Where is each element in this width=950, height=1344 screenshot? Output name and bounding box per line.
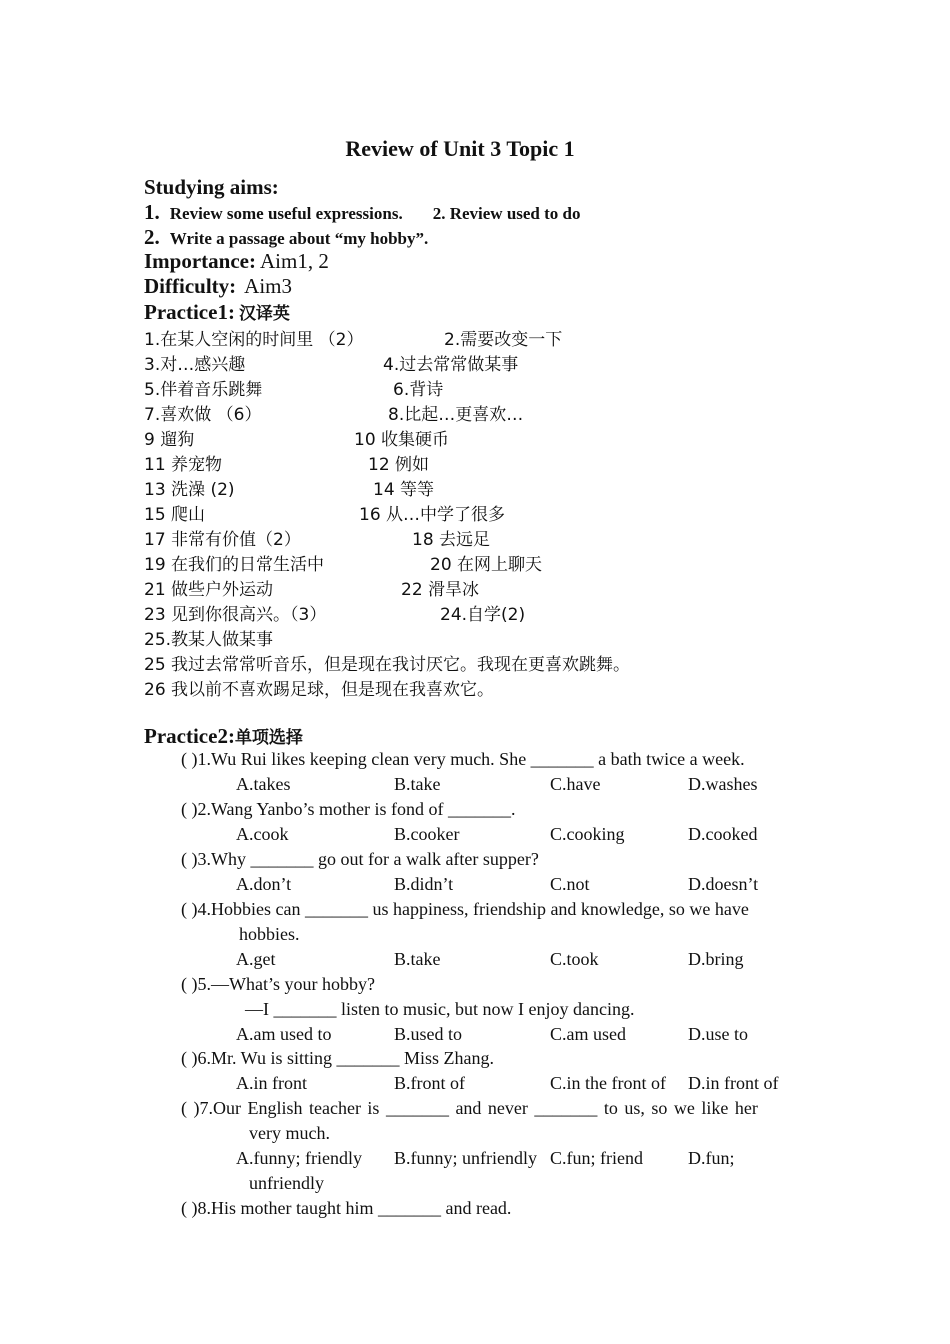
question-4: ( )4.Hobbies can _______ us happiness, friendship and knowledge, so we have <box>181 899 749 919</box>
aim-text-1: Review some useful expressions. <box>169 204 403 223</box>
p1-right-5: 12 例如 <box>368 455 430 475</box>
p1-right-8: 18 去远足 <box>412 530 491 550</box>
p1-right-6: 14 等等 <box>373 480 435 500</box>
p1-left-7: 15 爬山 <box>144 505 206 525</box>
q4-option-b: B.take <box>394 949 441 969</box>
difficulty-line <box>144 274 292 299</box>
question-8: ( )8.His mother taught him _______ and read. <box>181 1198 512 1218</box>
p1-left-11: 23 见到你很高兴。（3） <box>144 605 327 625</box>
p1-left-6: 13 洗澡 (2) <box>144 480 235 500</box>
p1-right-0: 2.需要改变一下 <box>444 330 563 350</box>
aim-text-1b: 2. Review used to do <box>432 204 581 223</box>
question-6: ( )6.Mr. Wu is sitting _______ Miss Zhang. <box>181 1048 494 1068</box>
q5-option-a: A.am used to <box>236 1024 332 1044</box>
q2-option-b: B.cooker <box>394 824 460 844</box>
p1-line-25b: 25 我过去常常听音乐，但是现在我讨厌它。我现在更喜欢跳舞。 <box>144 655 631 675</box>
aim-line-2 <box>144 225 428 250</box>
q4-option-a: A.get <box>236 949 276 969</box>
question-3: ( )3.Why _______ go out for a walk after supper? <box>181 849 539 869</box>
q1-option-b: B.take <box>394 774 441 794</box>
q3-option-c: C.not <box>550 874 590 894</box>
q7-option-d-cont: unfriendly <box>249 1173 324 1193</box>
q2-option-c: C.cooking <box>550 824 625 844</box>
practice2-heading <box>144 723 303 749</box>
difficulty-label: Difficulty: <box>144 274 237 298</box>
p1-left-8: 17 非常有价值（2） <box>144 530 301 550</box>
aim-number-1: 1. <box>144 200 160 224</box>
p1-left-1: 3.对…感兴趣 <box>144 355 246 375</box>
q6-option-b: B.front of <box>394 1073 465 1093</box>
p1-right-7: 16 从…中学了很多 <box>359 505 506 525</box>
p1-right-4: 10 收集硬币 <box>354 430 450 450</box>
p1-left-9: 19 在我们的日常生活中 <box>144 555 325 575</box>
practice1-label: Practice1: <box>144 300 235 324</box>
question-7-cont: very much. <box>249 1123 330 1143</box>
q3-option-b: B.didn’t <box>394 874 454 894</box>
q7-option-c: C.fun; friend <box>550 1148 643 1168</box>
p1-left-4: 9 遛狗 <box>144 430 195 450</box>
q1-option-c: C.have <box>550 774 601 794</box>
p1-line-26: 26 我以前不喜欢踢足球，但是现在我喜欢它。 <box>144 680 495 700</box>
p1-right-9: 20 在网上聊天 <box>430 555 543 575</box>
p1-left-10: 21 做些户外运动 <box>144 580 274 600</box>
q4-option-d: D.bring <box>688 949 744 969</box>
q7-option-d: D.fun; <box>688 1148 735 1168</box>
importance-line <box>144 249 329 274</box>
difficulty-value: Aim3 <box>244 274 292 298</box>
practice2-label: Practice2: <box>144 724 235 748</box>
aim-number-2: 2. <box>144 225 160 249</box>
question-2: ( )2.Wang Yanbo’s mother is fond of _______. <box>181 799 516 819</box>
p1-right-3: 8.比起…更喜欢… <box>388 405 524 425</box>
question-4-cont: hobbies. <box>239 924 300 944</box>
p1-right-2: 6.背诗 <box>393 380 444 400</box>
p1-line-25: 25.教某人做某事 <box>144 630 274 650</box>
practice1-subtitle: 汉译英 <box>238 304 290 324</box>
p1-right-11: 24.自学(2) <box>440 605 526 625</box>
q4-option-c: C.took <box>550 949 599 969</box>
question-1: ( )1.Wu Rui likes keeping clean very much. She _______ a bath twice a week. <box>181 749 745 769</box>
aim-line-1 <box>144 200 581 225</box>
question-7: ( )7.Our English teacher is _______ and never _______ to us, so we like her <box>181 1098 758 1118</box>
q3-option-d: D.doesn’t <box>688 874 759 894</box>
q6-option-d: D.in front of <box>688 1073 779 1093</box>
p1-left-2: 5.伴着音乐跳舞 <box>144 380 263 400</box>
q5-option-b: B.used to <box>394 1024 463 1044</box>
p1-right-10: 22 滑旱冰 <box>401 580 480 600</box>
practice2-subtitle: 单项选择 <box>234 728 303 748</box>
studying-aims-heading: Studying aims: <box>144 175 279 199</box>
q5-option-d: D.use to <box>688 1024 748 1044</box>
importance-value: Aim1, 2 <box>259 249 329 273</box>
q7-option-a: A.funny; friendly <box>236 1148 362 1168</box>
p1-right-1: 4.过去常常做某事 <box>383 355 519 375</box>
q6-option-c: C.in the front of <box>550 1073 666 1093</box>
q7-option-b: B.funny; unfriendly <box>394 1148 537 1168</box>
p1-left-3: 7.喜欢做 （6） <box>144 405 262 425</box>
question-5-cont: —I _______ listen to music, but now I enjoy dancing. <box>245 999 635 1019</box>
q2-option-d: D.cooked <box>688 824 758 844</box>
q3-option-a: A.don’t <box>236 874 292 894</box>
q1-option-d: D.washes <box>688 774 758 794</box>
question-5: ( )5.—What’s your hobby? <box>181 974 375 994</box>
page-title: Review of Unit 3 Topic 1 <box>345 136 575 161</box>
q2-option-a: A.cook <box>236 824 289 844</box>
p1-left-0: 1.在某人空闲的时间里 （2） <box>144 330 364 350</box>
importance-label: Importance: <box>144 249 256 273</box>
p1-left-5: 11 养宠物 <box>144 455 223 475</box>
practice1-heading <box>144 299 290 325</box>
q6-option-a: A.in front <box>236 1073 307 1093</box>
aim-text-2: Write a passage about “my hobby”. <box>169 229 429 248</box>
q5-option-c: C.am used <box>550 1024 626 1044</box>
q1-option-a: A.takes <box>236 774 291 794</box>
